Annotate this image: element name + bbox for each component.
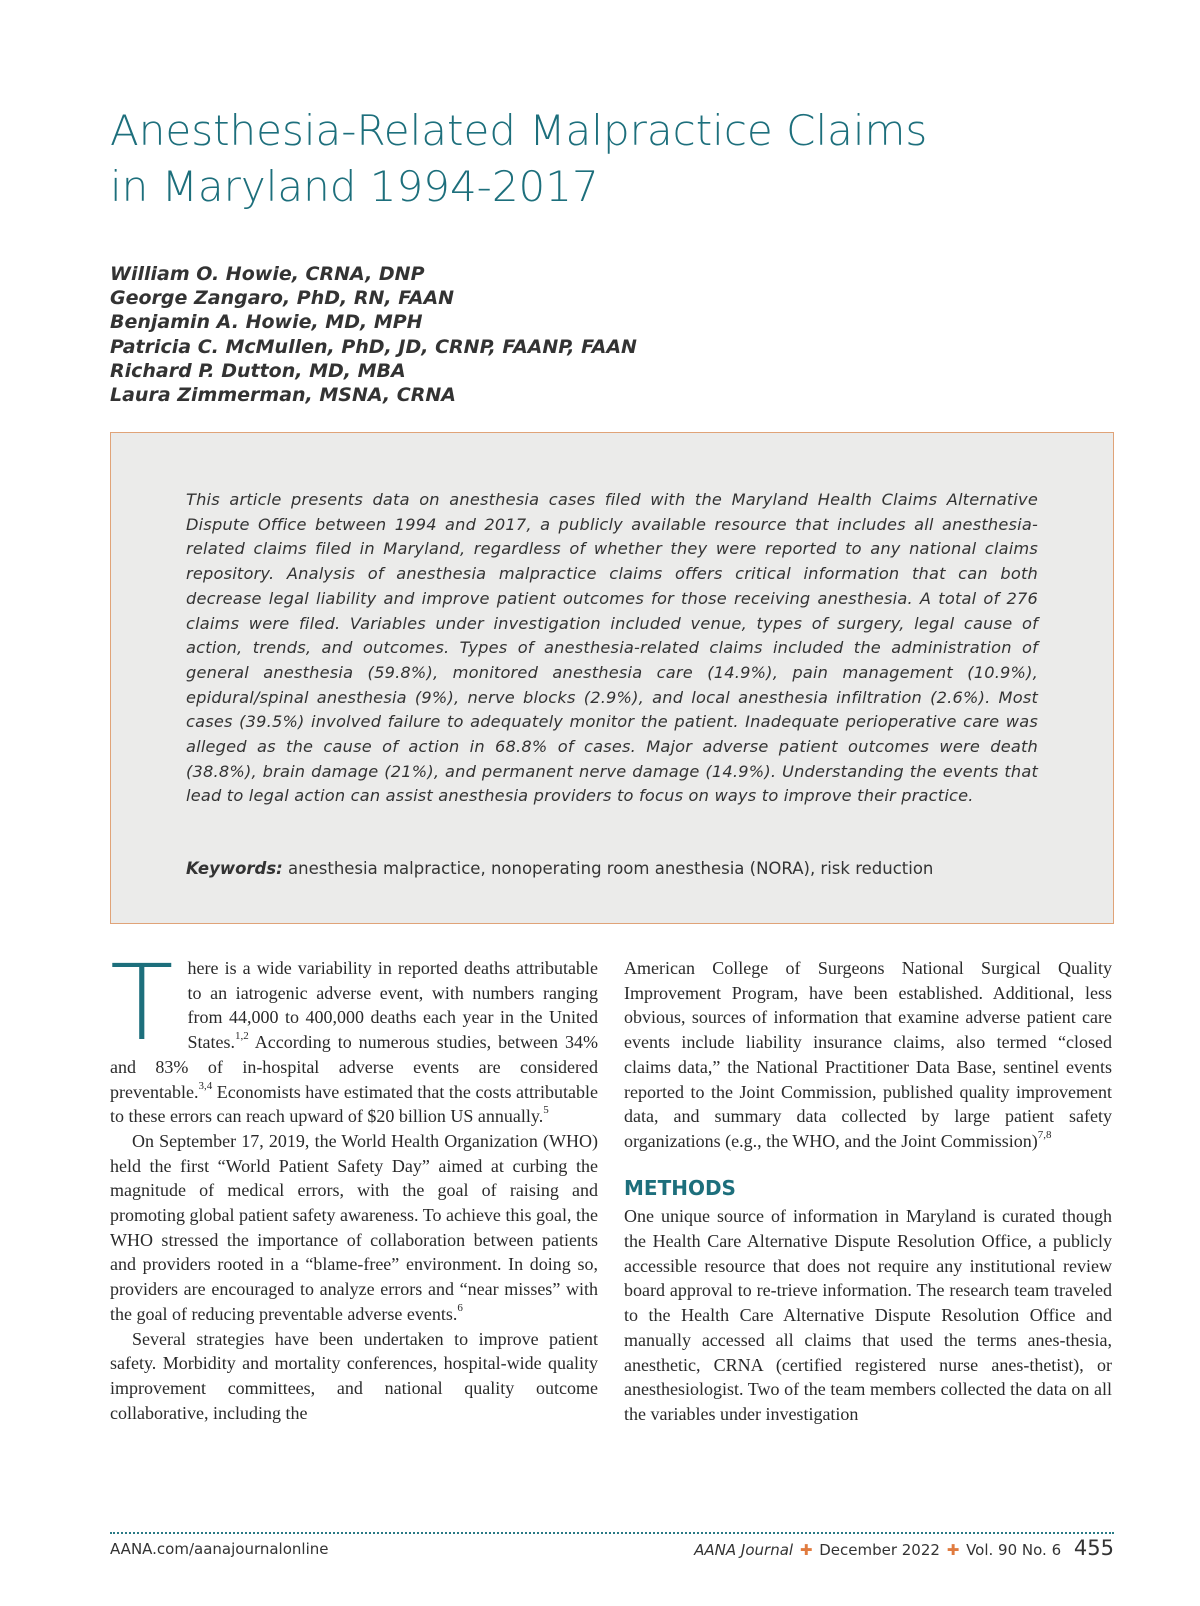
issue-date: December 2022 [819,1541,940,1559]
body-paragraph [110,942,598,1129]
abstract-text: This article presents data on anesthesia cases filed with the Maryland Health Claims Alternative Dispute Office between 1994 and 2017, a publicly available resource that includes all anesthesia-related claims filed in Maryland, regardless of whether they were reported to any national claims repository. Analysis of anesthesia malpractice claims offers critical information that can both decrease legal liability and improve patient outcomes for those receiving anesthesia. A total of 276 claims were filed. Variables under investigation included venue, types of surgery, legal cause of action, trends, and outcomes. Types of anesthesia-related claims included the administration of general anesthesia (59.8%), monitored anesthesia care (14.9%), pain management (10.9%), epidural/spinal anesthesia (9%), nerve blocks (2.9%), and local anesthesia infiltration (2.6%). Most cases (39.5%) involved failure to adequately monitor the patient. Inadequate perioperative care was alleged as the cause of action in 68.8% of cases. Major adverse patient outcomes were death (38.8%), brain damage (21%), and permanent nerve damage (14.9%). Understanding the events that lead to legal action can assist anesthesia providers to focus on ways to improve their practice. [186,490,1038,806]
author-name: George Zangaro, PhD, RN, FAAN [110,287,455,310]
keywords-label: Keywords: [186,859,283,878]
title-line-2: in Maryland 1994-2017 [110,162,599,211]
author-name: Benjamin A. Howie, MD, MPH [110,311,423,334]
volume-issue: Vol. 90 No. 6 [966,1541,1062,1559]
abstract-box [110,432,1114,924]
author-list [110,262,637,407]
text-run: According to numerous studies, between 34% and 83% of in-hospital adverse events are considered preventable. [110,1032,598,1102]
body-paragraph [110,1129,598,1327]
body-paragraph: One unique source of information in Maryland is curated though the Health Care Alternative Dispute Resolution Office, a publicly accessible resource that does not require any institutional review board approval to re-trieve information. The research team traveled to the Health Care Alternative Dispute Resolution Office and manually accessed all claims that used the terms anes-thesia, anesthetic, CRNA (certified registered nurse anes-thetist), or anesthesiologist. Two of the team members collected the data on all the variables under investigation [624,1206,1112,1424]
citation: 6 [457,1301,463,1314]
citation: 3,4 [198,1079,213,1092]
body-paragraph: Several strategies have been undertaken to improve patient safety. Morbidity and mortality conferences, hospital-wide quality improvement committees, and national quality outcome collaborative, including the [110,1328,598,1423]
author-name: William O. Howie, CRNA, DNP [110,263,425,285]
author-name: Richard P. Dutton, MD, MBA [110,359,406,382]
drop-cap: T [110,942,174,1064]
keywords-line [186,859,1086,878]
text-run: here is a wide variability in reported deaths attributable to an iatrogenic adverse event, with numbers ranging from 44,000 to 400,000 deaths each year in the United States. [187,958,598,1053]
author-name: Laura Zimmerman, MSNA, CRNA [110,384,456,407]
citation: 1,2 [235,1030,249,1043]
title-line-1: Anesthesia-Related Malpractice Claims [110,106,928,155]
body-column-left [110,942,598,1425]
citation: 5 [543,1104,549,1117]
plus-separator-icon: ✚ [799,1541,813,1559]
article-title [110,103,1090,215]
body-column-right [624,956,1112,1427]
page-number: 455 [1073,1536,1114,1560]
text-run: On September 17, 2019, the World Health Organization (WHO) held the first “World Patient Safety Day” aimed at curbing the magnitude of medical errors, with the goal of raising and promoting global patient safety awareness. To achieve this goal, the WHO stressed the importance of collaboration between patients and providers rooted in a “blame-free” environment. In doing so, providers are encouraged to analyze errors and “near misses” with the goal of reducing preventable adverse events. [110,1130,598,1324]
footer-citation [694,1536,1114,1560]
keywords-text: anesthesia malpractice, nonoperating room anesthesia (NORA), risk reduction [288,859,934,878]
section-heading-methods: METHODS [624,1175,736,1200]
plus-separator-icon: ✚ [946,1541,960,1559]
author-name: Patricia C. McMullen, PhD, JD, CRNP, FAANP, FAAN [110,335,637,358]
footer-url[interactable]: AANA.com/aanajournalonline [110,1540,329,1558]
text-run: Economists have estimated that the costs attributable to these errors can reach upward of $20 billion US annually. [110,1081,598,1127]
journal-name: AANA Journal [694,1541,794,1559]
citation: 7,8 [1037,1128,1052,1141]
text-run: American College of Surgeons National Surgical Quality Improvement Program, have been established. Additional, less obvious, sources of information that examine adverse patient care events include liability insurance claims, also termed “closed claims data,” the National Practitioner Data Base, sentinel events reported to the Joint Commission, published quality improvement data, and summary data collected by large patient safety organizations (e.g., the WHO, and the Joint Commission) [624,958,1112,1151]
footer-divider [110,1532,1114,1534]
body-paragraph [624,956,1112,1154]
